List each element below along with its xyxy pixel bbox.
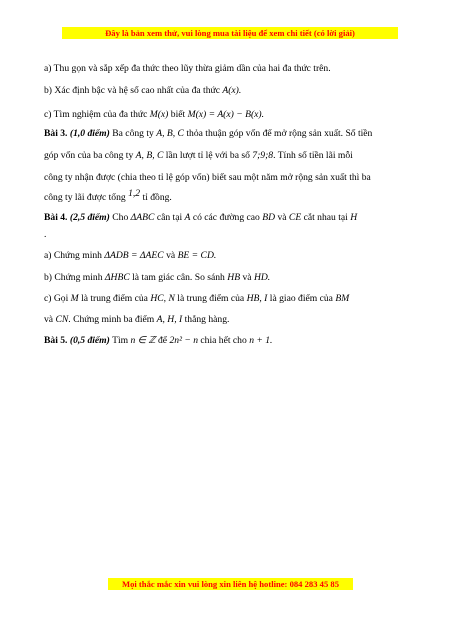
question-4c-text: thẳng hàng. — [184, 314, 230, 325]
question-4a — [44, 249, 216, 263]
exercise-3-text: góp vốn của ba công ty — [44, 150, 134, 161]
math-expression: M — [70, 293, 79, 304]
exercise-4-text: có các đường cao — [192, 212, 260, 223]
math-expression: CN — [55, 314, 69, 325]
math-expression: M(x) — [149, 109, 169, 120]
exercise-3-points: (1,0 điểm) — [69, 128, 110, 139]
question-2c — [44, 108, 264, 122]
exercise-3-line-3 — [44, 171, 371, 185]
question-2a — [44, 62, 331, 76]
math-expression: A, B, C — [156, 128, 184, 139]
exercise-5-text: để — [158, 335, 168, 346]
exercise-3-text: thỏa thuận góp vốn để mở rộng sản xuất. Số tiền — [186, 128, 373, 139]
exercise-3-text: tỉ đồng. — [142, 192, 172, 203]
question-4c-text: là trung điểm của — [177, 293, 245, 304]
exercise-4-points: (2,5 điểm) — [69, 212, 110, 223]
exercise-3-text: lần lượt tỉ lệ với ba số — [165, 150, 250, 161]
math-expression: ΔHBC — [104, 272, 130, 283]
question-2c-text: biết — [170, 109, 186, 120]
question-4b — [44, 271, 270, 285]
exercise-4-text: cắt nhau tại — [303, 212, 348, 223]
exercise-5-points: (0,5 điểm) — [69, 335, 110, 346]
question-2b-text: b) Xác định bậc và hệ số cao nhất của đa thức — [44, 85, 220, 96]
exercise-4-text: . — [44, 229, 47, 240]
math-expression: BM — [335, 293, 350, 304]
exercise-5 — [44, 334, 272, 348]
question-4c-text: . Chứng minh ba điểm — [68, 314, 155, 325]
exercise-4-text: Cho — [112, 212, 129, 223]
math-expression: CE — [288, 212, 302, 223]
exercise-4-line-1 — [44, 211, 357, 225]
exercise-3-text: . Tính số tiền lãi mỗi — [273, 150, 353, 161]
math-expression: ΔABC — [130, 212, 155, 223]
question-4c-text: là giao điểm của — [269, 293, 333, 304]
math-expression: HD. — [253, 272, 271, 283]
math-expression: BD — [262, 212, 276, 223]
question-2a-text: a) Thu gọn và sắp xếp đa thức theo lũy thừa giảm dần của hai đa thức trên. — [44, 63, 331, 74]
question-4a-text: a) Chứng minh — [44, 250, 102, 261]
math-expression: A — [184, 212, 191, 223]
exercise-3-line-2 — [44, 149, 353, 163]
exercise-5-text: Tìm — [112, 335, 129, 346]
math-expression: I — [264, 293, 268, 304]
question-4b-text: là tam giác cân. So sánh — [132, 272, 225, 283]
math-expression: H — [350, 212, 358, 223]
exercise-3-line-1 — [44, 127, 372, 141]
question-2c-text: c) Tìm nghiệm của đa thức — [44, 109, 148, 120]
math-expression: HC, — [150, 293, 167, 304]
math-expression: HB, — [246, 293, 262, 304]
math-expression: n ∈ ℤ — [130, 335, 156, 346]
exercise-4-text: cân tại — [156, 212, 183, 223]
question-4c-text: là trung điểm của — [81, 293, 148, 304]
question-4c-text: c) Gọi — [44, 293, 69, 304]
exercise-4-text: và — [277, 212, 287, 223]
question-4c-line-2 — [44, 313, 229, 327]
math-expression: 2n² − n — [169, 335, 199, 346]
math-expression: 1,2 — [128, 188, 141, 199]
math-expression: 7;9;8 — [252, 150, 274, 161]
exercise-4-period — [44, 228, 46, 242]
question-4a-text: và — [166, 250, 176, 261]
math-expression: BE = CD. — [177, 250, 217, 261]
math-expression: HB — [227, 272, 241, 283]
question-4c-line-1 — [44, 292, 349, 306]
math-expression: N — [168, 293, 175, 304]
math-expression: ΔADB = ΔAEC — [104, 250, 164, 261]
math-expression: A, B, C — [135, 150, 164, 161]
question-4c-text: và — [44, 314, 54, 325]
exercise-5-label: Bài 5. — [44, 335, 68, 346]
math-expression: M(x) = A(x) − B(x). — [187, 109, 265, 120]
preview-notice-banner: Đây là bản xem thử, vui lòng mua tài liệu để xem chi tiết (có lời giải) — [62, 27, 398, 39]
exercise-4-label: Bài 4. — [44, 212, 68, 223]
question-4b-text: và — [242, 272, 252, 283]
exercise-5-text: chia hết cho — [200, 335, 247, 346]
exercise-3-text: Ba công ty — [112, 128, 154, 139]
question-4b-text: b) Chứng minh — [44, 272, 103, 283]
math-expression: A, H, I — [156, 314, 183, 325]
question-2b — [44, 84, 241, 98]
exercise-3-line-4 — [44, 188, 172, 205]
exercise-3-text: công ty nhận được (chia theo tỉ lệ góp vốn) biết sau một năm mở rộng sản xuất thì ba — [44, 172, 371, 183]
math-expression: A(x). — [222, 85, 242, 96]
exercise-3-label: Bài 3. — [44, 128, 68, 139]
math-expression: n + 1. — [249, 335, 273, 346]
hotline-banner: Mọi thắc mắc xin vui lòng xin liên hệ hotline: 084 283 45 85 — [108, 578, 353, 590]
exercise-3-text: công ty lãi được tổng — [44, 192, 126, 203]
